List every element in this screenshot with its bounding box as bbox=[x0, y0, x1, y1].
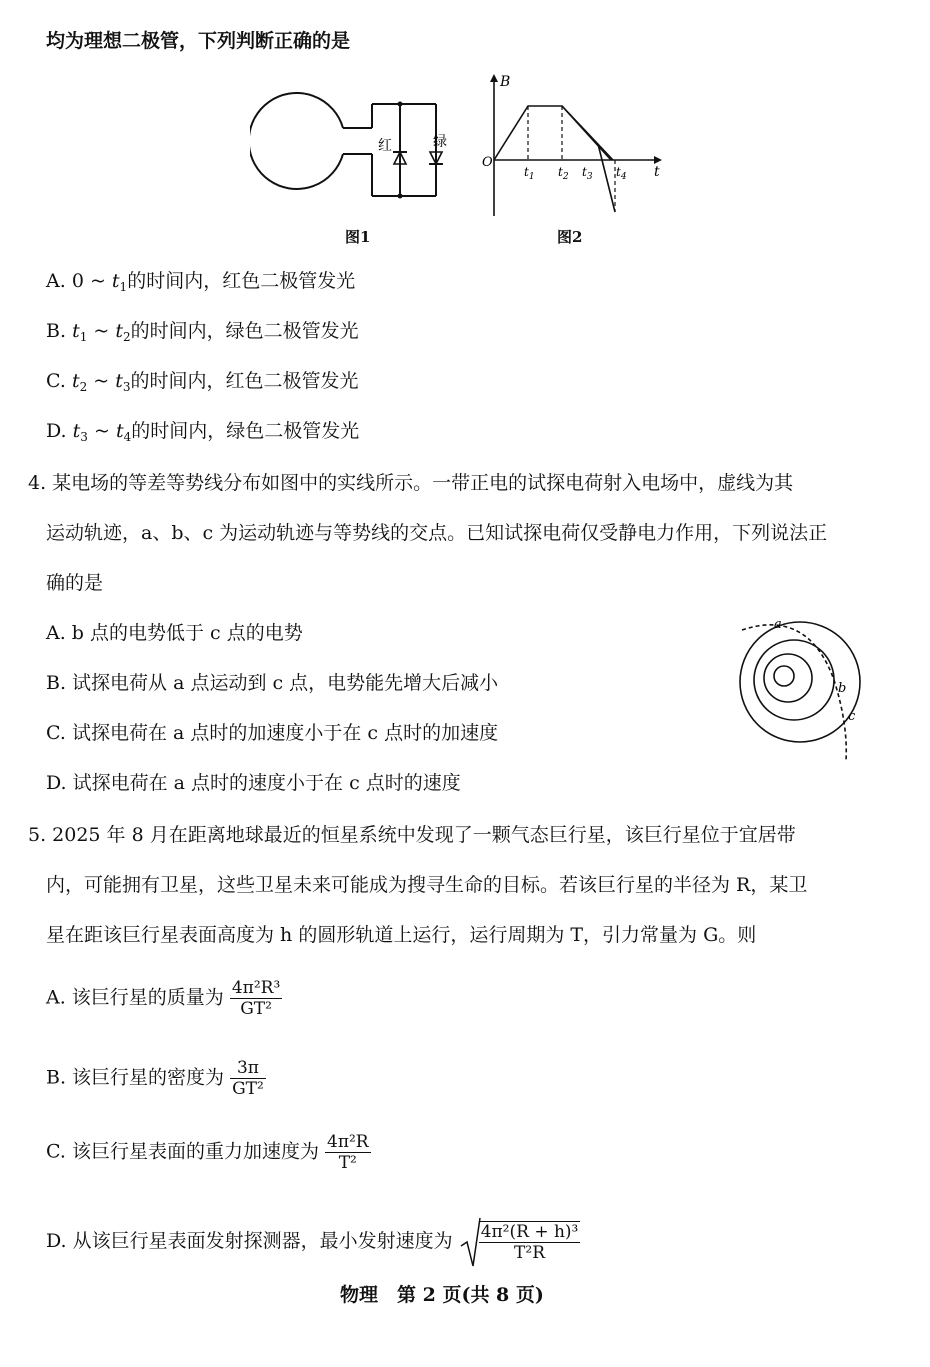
q4-stem-line-1: 4. 某电场的等差等势线分布如图中的实线所示。一带正电的试探电荷射入电场中，虚线为其 bbox=[28, 472, 794, 494]
q4-option-d: D. 试探电荷在 a 点时的速度小于在 c 点时的速度 bbox=[46, 772, 461, 794]
q5-option-c: C. 该巨行星表面的重力加速度为 $\frac{\text{4π²R}}{\text{T²}}$ bbox=[46, 1132, 369, 1173]
label-red: 红 bbox=[378, 138, 392, 154]
question-stem-tail: 均为理想二极管，下列判断正确的是 bbox=[46, 30, 351, 52]
figure-1-caption: 图1 bbox=[345, 228, 371, 246]
figure-1-circuit bbox=[250, 92, 460, 222]
tick-t1: $t_1$ bbox=[524, 165, 535, 182]
q5-option-d: D. 从该巨行星表面发射探测器，最小发射速度为 $\frac{\text{4π²(R + h)³}}{\text{T²R}}$ bbox=[46, 1216, 580, 1268]
q3-option-d: D. $t_3$ ~ $t_4$的时间内，绿色二极管发光 bbox=[46, 420, 360, 444]
page-footer: 物理 第 2 页(共 8 页) bbox=[340, 1284, 544, 1306]
axis-label-t: t bbox=[654, 164, 660, 180]
point-c-label: c bbox=[848, 709, 856, 724]
q5-stem-line-2: 内，可能拥有卫星，这些卫星未来可能成为搜寻生命的目标。若该巨行星的半径为 R，某卫 bbox=[46, 874, 808, 896]
q3-option-c: C. $t_2$ ~ $t_3$的时间内，红色二极管发光 bbox=[46, 370, 359, 394]
trajectory-dashed bbox=[742, 625, 846, 760]
tick-t4: $t_4$ bbox=[616, 165, 627, 182]
label-green: 绿 bbox=[433, 134, 447, 150]
q4-option-b: B. 试探电荷从 a 点运动到 c 点，电势能先增大后减小 bbox=[46, 672, 499, 694]
formula-gravity: $\frac{\text{4π²R}}{\text{T²}}$ bbox=[327, 1132, 369, 1173]
q5-option-b: B. 该巨行星的密度为 $\frac{3\pi}{\text{GT²}}$ bbox=[46, 1058, 264, 1099]
q4-option-a: A. b 点的电势低于 c 点的电势 bbox=[46, 622, 303, 644]
tick-t2: $t_2$ bbox=[558, 165, 569, 182]
formula-density: $\frac{3\pi}{\text{GT²}}$ bbox=[232, 1058, 264, 1099]
axis-label-b: B bbox=[500, 74, 511, 90]
q3-option-a: A. 0 ~ $t_1$的时间内，红色二极管发光 bbox=[46, 270, 356, 294]
formula-mass: $\frac{\text{4π²R³}}{\text{GT²}}$ bbox=[231, 978, 281, 1019]
origin-label: O bbox=[482, 155, 493, 170]
q4-stem-line-3: 确的是 bbox=[46, 572, 104, 594]
figure-2-bt-graph bbox=[478, 72, 668, 222]
q3-option-b: B. $t_1$ ~ $t_2$的时间内，绿色二极管发光 bbox=[46, 320, 359, 344]
point-b-label: b bbox=[838, 681, 847, 696]
loop-coil bbox=[250, 93, 343, 189]
q5-stem-line-3: 星在距该巨行星表面高度为 h 的圆形轨道上运行，运行周期为 T，引力常量为 G。则 bbox=[46, 924, 757, 946]
figure-2-caption: 图2 bbox=[557, 228, 583, 246]
q4-stem-line-2: 运动轨迹，a、b、c 为运动轨迹与等势线的交点。已知试探电荷仅受静电力作用，下列说法正 bbox=[46, 522, 828, 544]
point-a-label: a bbox=[774, 617, 782, 632]
tick-t3: $t_3$ bbox=[582, 165, 593, 182]
q4-option-c: C. 试探电荷在 a 点时的加速度小于在 c 点时的加速度 bbox=[46, 722, 499, 744]
b-t-curve bbox=[494, 106, 613, 160]
figure-equipotential bbox=[738, 614, 868, 764]
q5-stem-line-1: 5. 2025 年 8 月在距离地球最近的恒星系统中发现了一颗气态巨行星，该巨行星位于宜居带 bbox=[28, 824, 796, 846]
formula-min-speed: $\frac{\text{4π²(R + h)³}}{\text{T²R}}$ bbox=[459, 1216, 581, 1268]
q5-option-a: A. 该巨行星的质量为 $\frac{\text{4π²R³}}{\text{GT²}}$ bbox=[46, 978, 281, 1019]
